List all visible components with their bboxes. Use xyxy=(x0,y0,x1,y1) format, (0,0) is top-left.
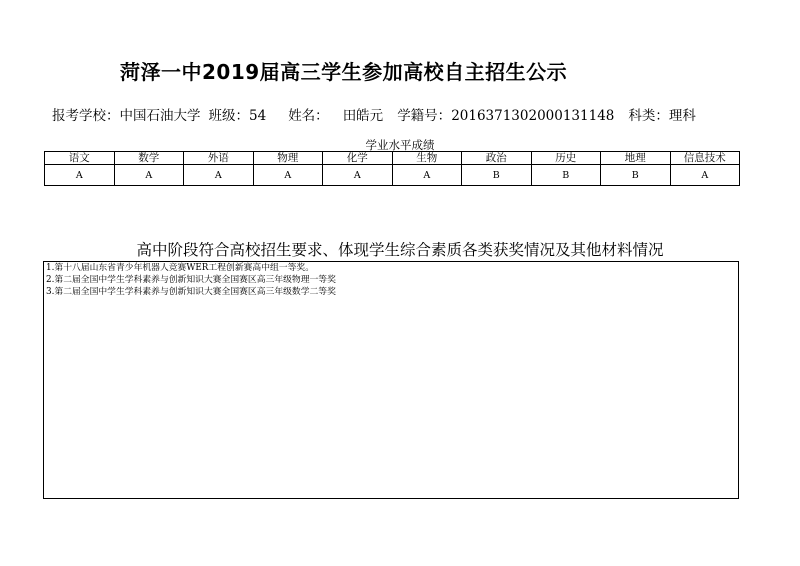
score-cell: A xyxy=(45,165,115,186)
score-cell: B xyxy=(531,165,601,186)
subject-header: 生物 xyxy=(392,152,462,165)
award-item: 1.第十八届山东省青少年机器人竞赛WER工程创新赛高中组一等奖。 xyxy=(46,263,314,273)
score-cell: A xyxy=(184,165,254,186)
subject-header: 物理 xyxy=(253,152,323,165)
awards-box xyxy=(43,261,739,499)
award-item: 2.第二届全国中学生学科素养与创新知识大赛全国赛区高三年级物理一等奖 xyxy=(46,275,336,285)
student-id-value: 2016371302000131148 xyxy=(451,108,615,124)
grades-score-row xyxy=(45,165,740,186)
track-label: 科类： xyxy=(628,108,669,124)
track-value: 理科 xyxy=(668,108,696,124)
class-value: 54 xyxy=(249,108,267,124)
score-cell: A xyxy=(323,165,393,186)
subject-header: 外语 xyxy=(184,152,254,165)
name-label: 姓名： xyxy=(288,108,329,124)
class-label: 班级： xyxy=(208,108,249,124)
score-cell: B xyxy=(462,165,532,186)
subject-header: 化学 xyxy=(323,152,393,165)
score-cell: A xyxy=(670,165,740,186)
grades-caption: 学业水平成绩 xyxy=(365,138,435,152)
score-cell: A xyxy=(253,165,323,186)
subject-header: 数学 xyxy=(114,152,184,165)
subject-header: 地理 xyxy=(601,152,671,165)
page-title-text: 菏泽一中2019届高三学生参加高校自主招生公示 xyxy=(120,60,568,84)
student-id-label: 学籍号： xyxy=(397,108,452,124)
school-label: 报考学校： xyxy=(52,108,120,124)
grades-header-row xyxy=(45,152,740,165)
grades-table xyxy=(44,151,740,186)
awards-title: 高中阶段符合高校招生要求、体现学生综合素质各类获奖情况及其他材料情况 xyxy=(136,241,664,259)
subject-header: 政治 xyxy=(462,152,532,165)
score-cell: A xyxy=(114,165,184,186)
score-cell: A xyxy=(392,165,462,186)
award-item: 3.第二届全国中学生学科素养与创新知识大赛全国赛区高三年级数学二等奖 xyxy=(46,287,336,297)
student-info-line xyxy=(52,104,696,124)
school-value: 中国石油大学 xyxy=(119,108,201,124)
subject-header: 历史 xyxy=(531,152,601,165)
name-value: 田皓元 xyxy=(342,108,384,124)
subject-header: 语文 xyxy=(45,152,115,165)
score-cell: B xyxy=(601,165,671,186)
subject-header: 信息技术 xyxy=(670,152,740,165)
